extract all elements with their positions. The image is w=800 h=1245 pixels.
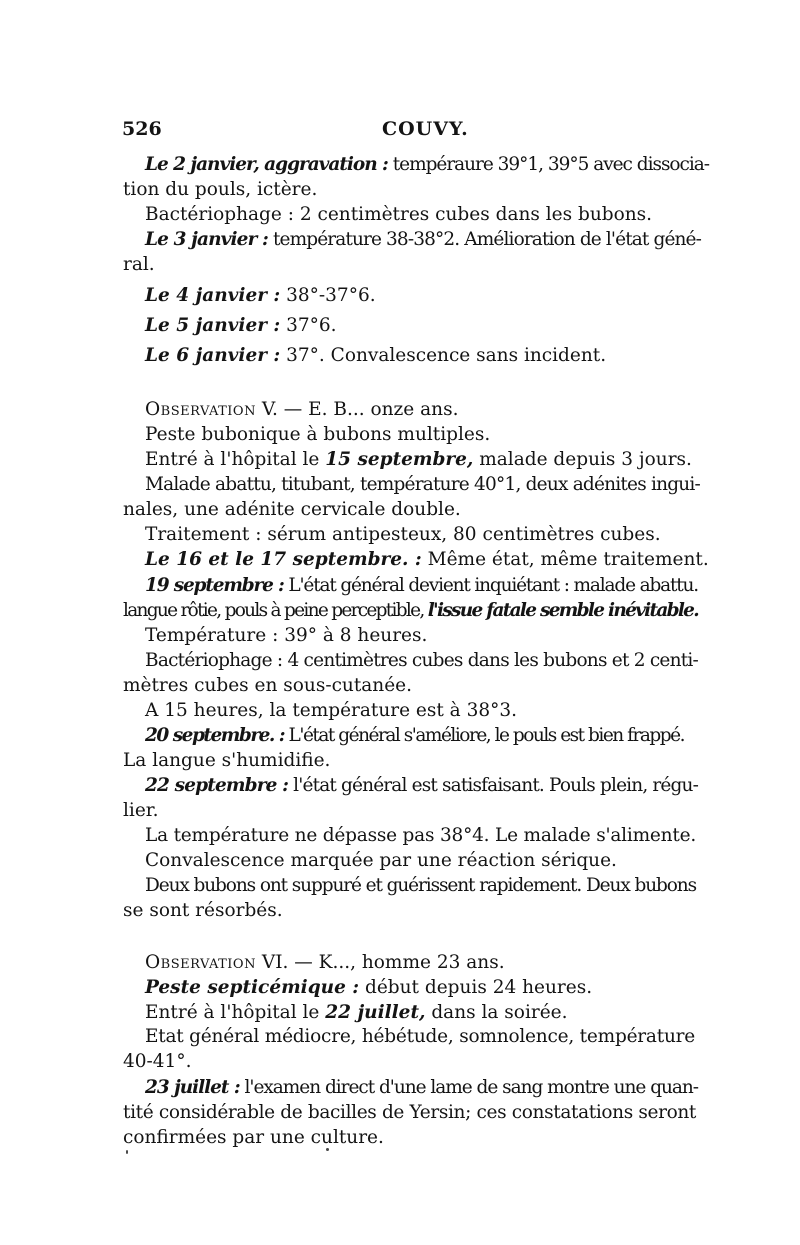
line-content bbox=[145, 823, 696, 849]
text-line bbox=[145, 343, 780, 369]
text-line bbox=[123, 898, 780, 924]
line-content bbox=[145, 950, 505, 976]
text-line bbox=[145, 698, 780, 724]
line-content bbox=[145, 975, 592, 1001]
page-header bbox=[122, 113, 698, 145]
italic-text: Le 5 janvier : bbox=[145, 315, 281, 336]
line-content bbox=[145, 283, 376, 309]
line-content bbox=[145, 472, 700, 498]
line-content bbox=[123, 252, 155, 278]
roman-text: La température ne dépasse pas 38°4. Le malade s'alimente. bbox=[145, 825, 696, 846]
roman-text: Etat général médiocre, hébétude, somnolence, température bbox=[145, 1026, 695, 1047]
text-line bbox=[145, 283, 780, 309]
text-line bbox=[123, 748, 780, 774]
roman-text: mètres cubes en sous-cutanée. bbox=[123, 675, 412, 696]
roman-text: Bactériophage : 4 centimètres cubes dans les bubons et 2 centi- bbox=[145, 650, 698, 671]
text-line bbox=[145, 773, 780, 799]
roman-text: Température : 39° à 8 heures. bbox=[145, 625, 428, 646]
roman-text: tité considérable de bacilles de Yersin; ces constatations seront bbox=[123, 1102, 696, 1123]
text-line bbox=[145, 873, 780, 899]
text-line bbox=[123, 1049, 780, 1075]
text-line bbox=[123, 598, 780, 624]
print-specks bbox=[120, 1148, 370, 1168]
ink-speck bbox=[326, 1148, 329, 1151]
italic-text: 23 juillet : bbox=[145, 1077, 240, 1098]
text-line bbox=[123, 177, 780, 203]
line-content bbox=[145, 422, 490, 448]
italic-text: Le 6 janvier : bbox=[145, 345, 281, 366]
roman-text: L'état général s'améliore, le pouls est bien frappé. bbox=[284, 725, 684, 746]
italic-text: 19 septembre : bbox=[145, 575, 284, 596]
roman-text: tempéraure 39°1, 39°5 avec dissocia- bbox=[387, 154, 709, 175]
text-line bbox=[145, 202, 780, 228]
text-line bbox=[123, 798, 780, 824]
line-content bbox=[145, 202, 652, 228]
line-content bbox=[123, 673, 412, 699]
line-content bbox=[145, 522, 661, 548]
italic-text: 22 septembre : bbox=[145, 775, 289, 796]
running-head: COUVY. bbox=[382, 118, 469, 140]
roman-text: 37°6. bbox=[280, 315, 337, 336]
line-content bbox=[145, 698, 517, 724]
line-content bbox=[123, 598, 698, 624]
italic-text: Le 16 et le 17 septembre. : bbox=[145, 549, 422, 570]
roman-text: 40-41°. bbox=[123, 1051, 192, 1072]
text-line bbox=[123, 497, 780, 523]
roman-text: confirmées par une culture. bbox=[123, 1127, 384, 1148]
text-line bbox=[145, 950, 780, 976]
text-line bbox=[145, 1024, 780, 1050]
line-content bbox=[123, 1049, 191, 1075]
line-content bbox=[145, 343, 606, 369]
text-line bbox=[145, 623, 780, 649]
roman-text: l'état général est satisfaisant. Pouls plein, régu- bbox=[288, 775, 698, 796]
italic-text: 20 septembre. : bbox=[145, 725, 285, 746]
text-line bbox=[145, 823, 780, 849]
line-content bbox=[123, 497, 461, 523]
roman-text: V. — E. B... onze ans. bbox=[255, 399, 459, 420]
roman-text: Peste bubonique à bubons multiples. bbox=[145, 424, 491, 445]
ink-speck bbox=[126, 1150, 128, 1154]
line-content bbox=[145, 547, 709, 573]
italic-text: 15 septembre, bbox=[325, 449, 474, 470]
roman-text: température 38-38°2. Amélioration de l'état géné- bbox=[267, 229, 701, 250]
italic-text: Le 4 janvier : bbox=[145, 285, 281, 306]
roman-text: La langue s'humidifie. bbox=[123, 750, 331, 771]
line-content bbox=[145, 773, 698, 799]
line-content bbox=[145, 848, 617, 874]
roman-text: Malade abattu, titubant, température 40°1, deux adénites ingui- bbox=[145, 474, 700, 495]
text-line bbox=[145, 313, 780, 339]
text-line bbox=[145, 227, 780, 253]
line-content bbox=[145, 447, 692, 473]
roman-text: A 15 heures, la température est à 38°3. bbox=[145, 700, 518, 721]
text-line bbox=[145, 422, 780, 448]
roman-text: L'état général devient inquiétant : malade abattu. bbox=[283, 575, 699, 596]
text-line bbox=[145, 472, 780, 498]
line-content bbox=[145, 1000, 567, 1026]
line-content bbox=[145, 397, 458, 423]
line-content bbox=[145, 1075, 698, 1101]
italic-text: l'issue fatale semble inévitable. bbox=[427, 600, 698, 621]
roman-text: langue rôtie, pouls à peine perceptible, bbox=[123, 600, 428, 621]
roman-text: Convalescence marquée par une réaction sérique. bbox=[145, 850, 617, 871]
roman-text: l'examen direct d'une lame de sang montre une quan- bbox=[239, 1077, 699, 1098]
text-line bbox=[145, 152, 780, 178]
line-content bbox=[123, 177, 317, 203]
line-content bbox=[145, 313, 337, 339]
line-content bbox=[123, 1100, 696, 1126]
roman-text: Entré à l'hôpital le bbox=[145, 1002, 326, 1023]
text-line bbox=[145, 975, 780, 1001]
line-content bbox=[123, 798, 158, 824]
text-line bbox=[145, 1075, 780, 1101]
page-number: 526 bbox=[122, 118, 162, 140]
small-caps-text: Observation bbox=[145, 952, 256, 973]
text-line bbox=[145, 547, 780, 573]
roman-text: lier. bbox=[123, 800, 159, 821]
roman-text: malade depuis 3 jours. bbox=[473, 449, 692, 470]
line-content bbox=[145, 227, 701, 253]
line-content bbox=[145, 573, 698, 599]
text-line bbox=[145, 447, 780, 473]
small-caps-text: Observation bbox=[145, 399, 256, 420]
roman-text: nales, une adénite cervicale double. bbox=[123, 499, 461, 520]
roman-text: Bactériophage : 2 centimètres cubes dans les bubons. bbox=[145, 204, 653, 225]
text-line bbox=[145, 1000, 780, 1026]
text-line bbox=[145, 397, 780, 423]
text-line bbox=[145, 648, 780, 674]
line-content bbox=[123, 898, 283, 924]
roman-text: Entré à l'hôpital le bbox=[145, 449, 326, 470]
text-line bbox=[145, 848, 780, 874]
italic-text: Le 2 janvier, aggravation : bbox=[145, 154, 388, 175]
line-content bbox=[145, 152, 709, 178]
text-line bbox=[123, 673, 780, 699]
line-content bbox=[145, 623, 427, 649]
italic-text: Peste septicémique : bbox=[145, 977, 360, 998]
text-line bbox=[123, 1100, 780, 1126]
roman-text: 37°. Convalescence sans incident. bbox=[280, 345, 607, 366]
line-content bbox=[145, 723, 684, 749]
roman-text: se sont résorbés. bbox=[123, 900, 283, 921]
line-content bbox=[123, 748, 330, 774]
line-content bbox=[145, 648, 698, 674]
roman-text: dans la soirée. bbox=[425, 1002, 568, 1023]
line-content bbox=[145, 1024, 695, 1050]
line-content bbox=[145, 873, 696, 899]
text-line bbox=[145, 522, 780, 548]
roman-text: 38°-37°6. bbox=[280, 285, 376, 306]
roman-text: Traitement : sérum antipesteux, 80 centimètres cubes. bbox=[145, 524, 661, 545]
text-line bbox=[145, 723, 780, 749]
roman-text: VI. — K..., homme 23 ans. bbox=[255, 952, 505, 973]
roman-text: début depuis 24 heures. bbox=[359, 977, 593, 998]
roman-text: ral. bbox=[123, 254, 155, 275]
roman-text: tion du pouls, ictère. bbox=[123, 179, 318, 200]
italic-text: Le 3 janvier : bbox=[145, 229, 268, 250]
roman-text: Deux bubons ont suppuré et guérissent rapidement. Deux bubons bbox=[145, 875, 696, 896]
text-line bbox=[145, 573, 780, 599]
roman-text: Même état, même traitement. bbox=[421, 549, 709, 570]
italic-text: 22 juillet, bbox=[325, 1002, 426, 1023]
text-line bbox=[123, 252, 780, 278]
